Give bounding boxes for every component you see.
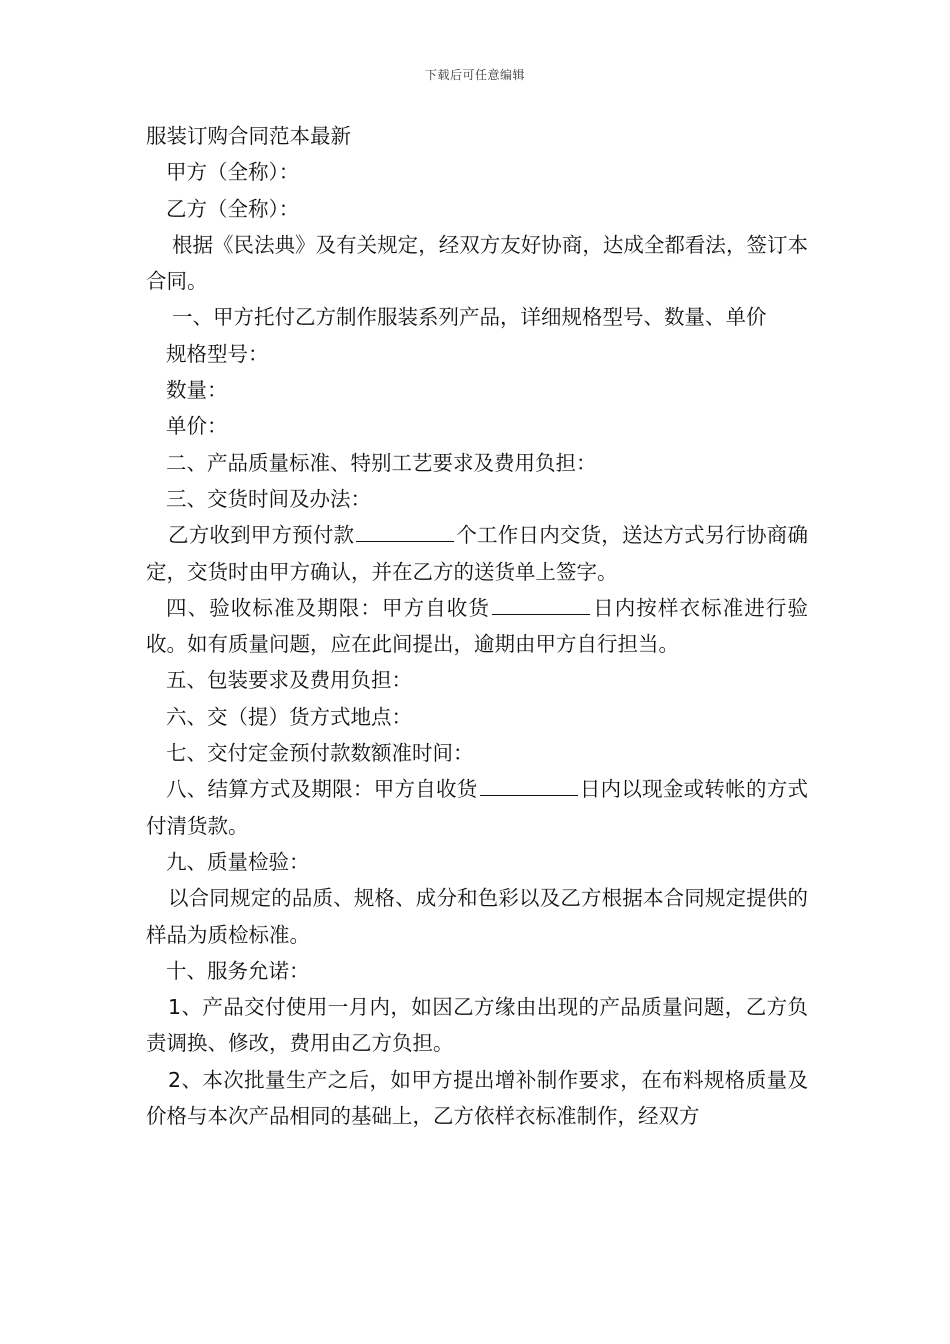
clause-4 [146, 590, 808, 663]
blank-underline [356, 521, 454, 542]
clause-8-before: 八、结算方式及期限：甲方自收货 [166, 777, 478, 802]
clause-10-item-1: 1、产品交付使用一月内，如因乙方缘由出现的产品质量问题，乙方负责调换、修改，费用由乙方负担。 [146, 995, 808, 1056]
clause-3-text [146, 517, 808, 590]
party-b-line: 乙方（全称）： [166, 196, 300, 221]
party-a-line: 甲方（全称）： [166, 160, 300, 185]
clause-4-before: 四、验收标准及期限：甲方自收货 [166, 595, 490, 620]
clause-7: 七、交付定金预付款数额准时间： [166, 741, 474, 766]
document-title: 服装订购合同范本最新 [146, 124, 351, 148]
blank-underline [480, 775, 578, 796]
clause-2: 二、产品质量标准、特别工艺要求及费用负担： [166, 450, 597, 475]
clause-10-item-2: 2、本次批量生产之后，如甲方提出增补制作要求，在布料规格质量及价格与本次产品相同的基础上，乙方依样衣标准制作，经双方 [146, 1067, 808, 1129]
clause-8-after: 日内以现金或转帐的方式付清货款。 [146, 777, 809, 838]
clause-3-text-before: 乙方收到甲方预付款 [168, 523, 355, 548]
clause-10: 十、服务允诺： [166, 958, 310, 983]
document-body [146, 118, 808, 1134]
clause-9-text: 以合同规定的品质、规格、成分和色彩以及乙方根据本合同规定提供的样品为质检标准。 [146, 886, 808, 947]
clause-5: 五、包装要求及费用负担： [166, 668, 412, 693]
clause-4-after: 日内按样衣标准进行验收。如有质量问题，应在此间提出，逾期由甲方自行担当。 [146, 595, 808, 657]
intro-paragraph: 根据《民法典》及有关规定，经双方友好协商，达成全都看法，签订本合同。 [146, 232, 808, 294]
clause-3: 三、交货时间及办法： [166, 486, 371, 511]
clause-3-text-after: 个工作日内交货，送达方式另行协商确定，交货时由甲方确认，并在乙方的送货单上签字。 [146, 523, 809, 584]
blank-underline [492, 594, 590, 615]
clause-8 [146, 771, 808, 844]
header-note: 下载后可任意编辑 [424, 68, 525, 82]
clause-6: 六、交（提）货方式地点： [166, 704, 412, 729]
clause-9: 九、质量检验： [166, 849, 310, 874]
quantity-line: 数量： [166, 378, 228, 403]
spec-model-line: 规格型号： [166, 341, 269, 366]
unit-price-line: 单价： [166, 414, 228, 439]
clause-1: 一、甲方托付乙方制作服装系列产品，详细规格型号、数量、单价 [172, 305, 767, 330]
